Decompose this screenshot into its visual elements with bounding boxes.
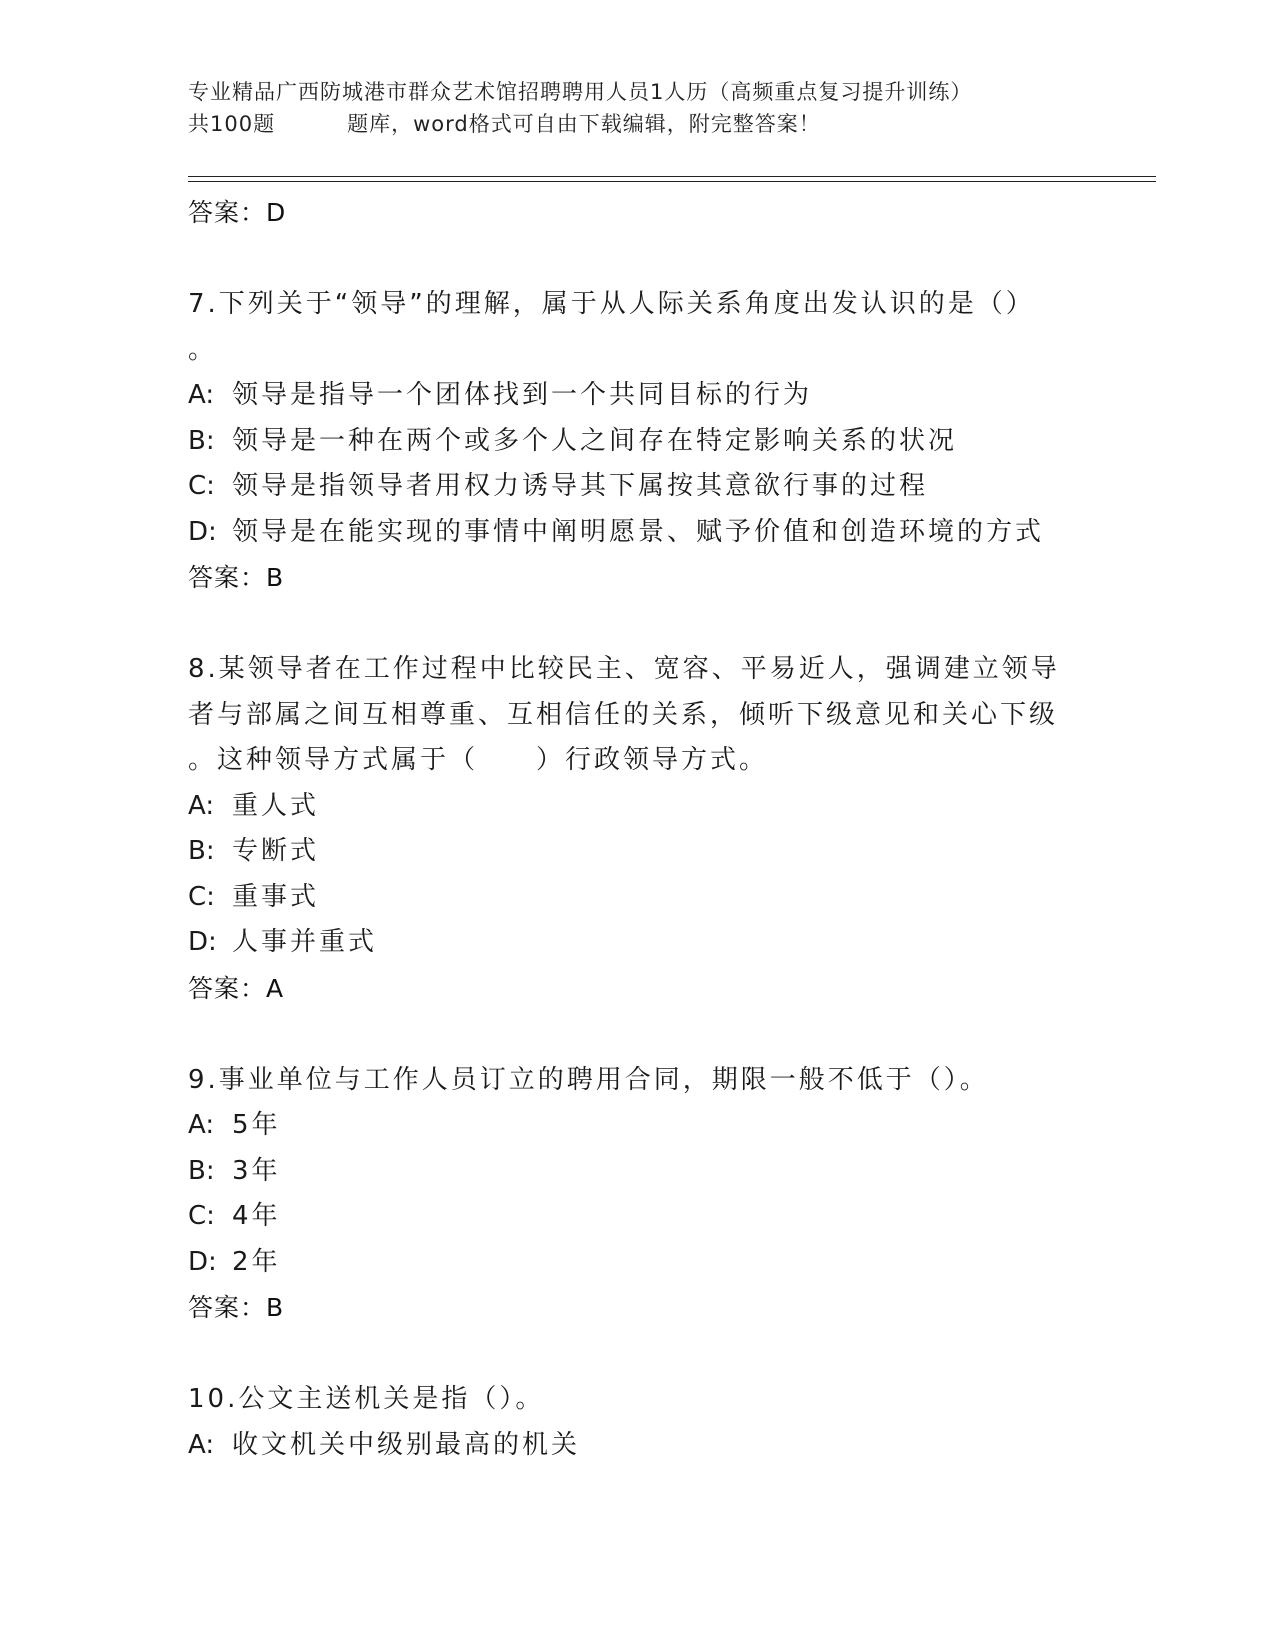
option-text: 领导是一种在两个或多个人之间存在特定影响关系的状况 [232, 425, 958, 456]
question-option [188, 1240, 1088, 1286]
question-option [188, 784, 1088, 830]
option-key: D: [188, 1246, 217, 1277]
option-text: 领导是指领导者用权力诱导其下属按其意欲行事的过程 [232, 471, 929, 501]
question-block [188, 1377, 1088, 1468]
option-text: 专断式 [232, 836, 320, 866]
option-key: A: [188, 380, 215, 410]
option-key: D: [188, 927, 217, 957]
question-stem: 8.某领导者在工作过程中比较民主、宽容、平易近人，强调建立领导 [188, 654, 1060, 684]
question-block [188, 282, 1088, 601]
answer-value: A [266, 973, 285, 1003]
question-list [188, 282, 1088, 1468]
option-text: 2年 [232, 1246, 281, 1277]
question-option [188, 464, 1088, 510]
question-option [188, 1103, 1088, 1149]
option-key: B: [188, 425, 215, 456]
page-header [188, 76, 1088, 140]
question-content [188, 190, 1088, 1468]
question-block [188, 647, 1088, 1012]
question-stem: 。 [188, 334, 218, 365]
option-key: C: [188, 1201, 215, 1231]
answer-line [188, 190, 1088, 236]
header-rule-top [188, 176, 1156, 177]
header-note: 题库，word格式可自由下载编辑，附完整答案！ [347, 112, 821, 136]
question-option [188, 1423, 1088, 1469]
option-key: A: [188, 1110, 215, 1140]
question-option [188, 373, 1088, 419]
question-stem: 7.下列关于“领导”的理解，属于从人际关系角度出发认识的是（） [188, 289, 1035, 319]
answer-value: B [266, 563, 285, 592]
question-option [188, 875, 1088, 921]
answer-prefix: 答案： [188, 563, 267, 592]
question-option [188, 920, 1088, 966]
header-count: 共100题 [188, 112, 276, 136]
option-key: B: [188, 1155, 215, 1186]
question-option [188, 829, 1088, 875]
answer-line [188, 555, 1088, 601]
option-key: B: [188, 836, 215, 866]
question-option [188, 419, 1088, 465]
option-text: 人事并重式 [232, 927, 378, 957]
question-block [188, 1058, 1088, 1332]
option-text: 重事式 [232, 881, 320, 912]
answer-value: B [266, 1293, 285, 1322]
header-rule-bottom [188, 181, 1156, 182]
option-key: A: [188, 1429, 215, 1460]
option-key: C: [188, 881, 215, 912]
question-option [188, 1149, 1088, 1195]
option-text: 领导是指导一个团体找到一个共同目标的行为 [232, 380, 813, 410]
option-key: D: [188, 516, 217, 547]
question-option [188, 510, 1088, 556]
option-text: 领导是在能实现的事情中阐明愿景、赋予价值和创造环境的方式 [232, 516, 1045, 547]
question-stem: 。这种领导方式属于（ ）行政领导方式。 [188, 745, 769, 775]
answer-prefix: 答案： [188, 973, 267, 1003]
option-text: 收文机关中级别最高的机关 [232, 1429, 581, 1460]
question-stem: 9.事业单位与工作人员订立的聘用合同，期限一般不低于（）。 [188, 1064, 989, 1095]
answer-value: D [266, 198, 287, 227]
question-stem: 10.公文主送机关是指（）。 [188, 1384, 545, 1414]
option-key: A: [188, 790, 215, 821]
option-text: 4年 [232, 1201, 281, 1231]
option-text: 重人式 [232, 790, 320, 821]
option-text: 5年 [232, 1110, 281, 1140]
option-key: C: [188, 471, 215, 501]
option-text: 3年 [232, 1155, 281, 1186]
question-stem: 者与部属之间互相尊重、互相信任的关系，倾听下级意见和关心下级 [188, 699, 1059, 730]
answer-prefix: 答案： [188, 1293, 267, 1322]
header-subtitle [188, 108, 1088, 140]
answer-line [188, 1285, 1088, 1331]
answer-line [188, 966, 1088, 1012]
answer-prefix: 答案： [188, 198, 267, 227]
question-option [188, 1194, 1088, 1240]
header-title: 专业精品广西防城港市群众艺术馆招聘聘用人员1人历（高频重点复习提升训练） [188, 80, 973, 104]
